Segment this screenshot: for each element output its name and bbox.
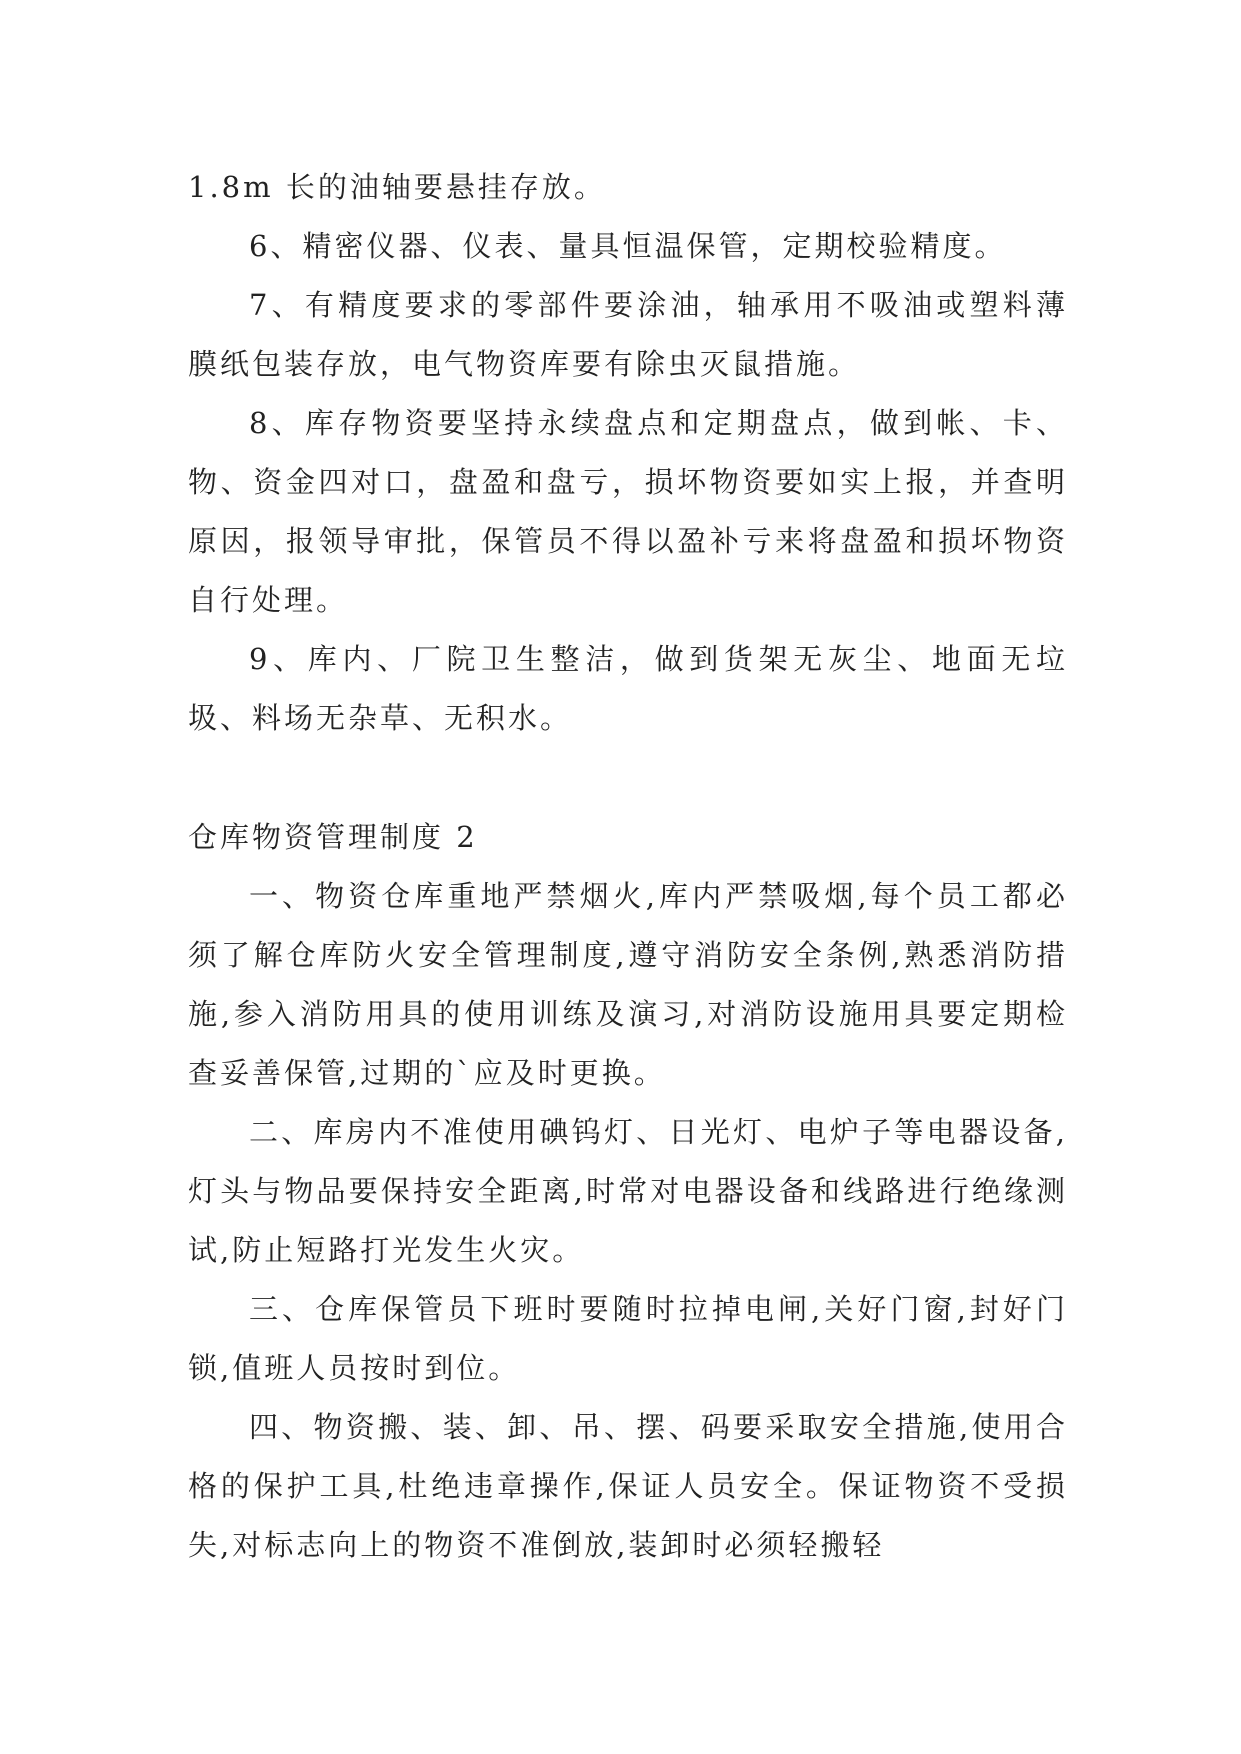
paragraph-rule-2: 二、库房内不准使用碘钨灯、日光灯、电炉子等电器设备,灯头与物品要保持安全距离,时常对电器设备和线路进行绝缘测试,防止短路打光发生火灾。 xyxy=(188,1115,1068,1267)
paragraph-item-8: 8、库存物资要坚持永续盘点和定期盘点，做到帐、卡、物、资金四对口，盘盈和盘亏，损坏物资要如实上报，并查明原因，报领导审批，保管员不得以盈补亏来将盘盈和损坏物资自行处理。 xyxy=(188,406,1068,617)
paragraph-item-6: 6、精密仪器、仪表、量具恒温保管，定期校验精度。 xyxy=(249,229,1007,263)
section-title: 仓库物资管理制度 2 xyxy=(188,820,478,854)
paragraph-rule-4: 四、物资搬、装、卸、吊、摆、码要采取安全措施,使用合格的保护工具,杜绝违章操作,保证人员安全。保证物资不受损失,对标志向上的物资不准倒放,装卸时必须轻搬轻 xyxy=(188,1410,1068,1562)
document-body xyxy=(188,158,1068,1575)
paragraph-item-7: 7、有精度要求的零部件要涂油，轴承用不吸油或塑料薄膜纸包装存放，电气物资库要有除虫灭鼠措施。 xyxy=(188,288,1068,381)
paragraph-continuation: 1.8m 长的油轴要悬挂存放。 xyxy=(188,170,606,204)
paragraph-rule-1: 一、物资仓库重地严禁烟火,库内严禁吸烟,每个员工都必须了解仓库防火安全管理制度,遵守消防安全条例,熟悉消防措施,参入消防用具的使用训练及演习,对消防设施用具要定期检查妥善保管,过期的`应及时更换。 xyxy=(188,879,1068,1090)
paragraph-item-9: 9、库内、厂院卫生整洁，做到货架无灰尘、地面无垃圾、料场无杂草、无积水。 xyxy=(188,642,1068,735)
paragraph-rule-3: 三、仓库保管员下班时要随时拉掉电闸,关好门窗,封好门锁,值班人员按时到位。 xyxy=(188,1292,1068,1385)
